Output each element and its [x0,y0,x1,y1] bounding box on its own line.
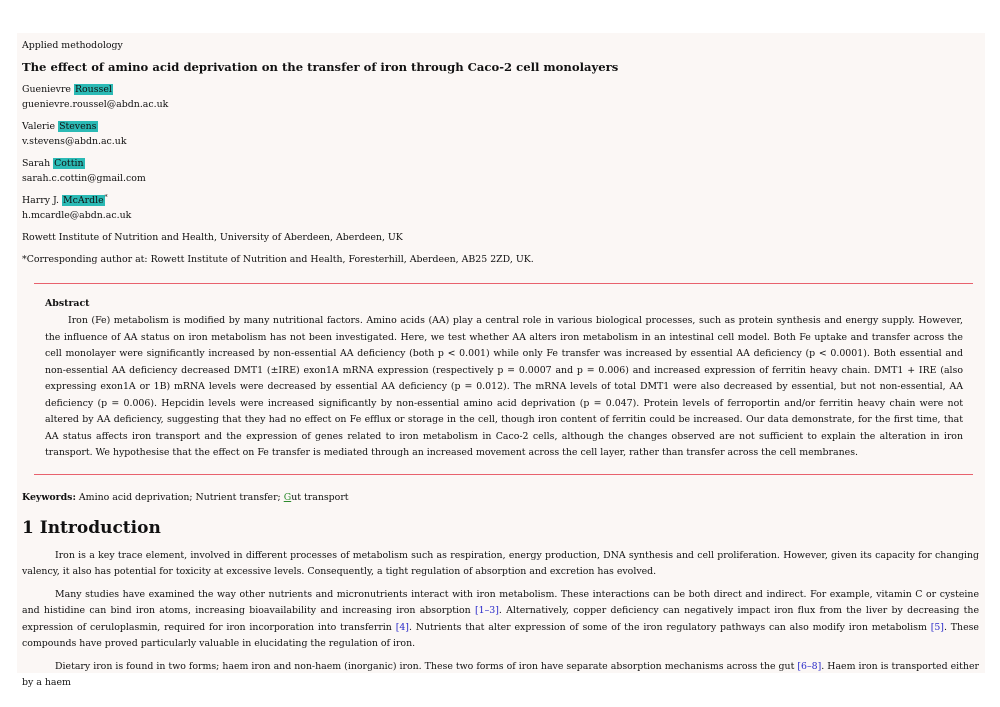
corresponding-note: *Corresponding author at: Rowett Institute of Nutrition and Health, Foresterhill, Aberdeen, AB25 2ZD, UK. [22,254,534,265]
abstract-section [34,283,973,475]
author-surname[interactable]: Cottin [54,158,84,169]
affiliation: Rowett Institute of Nutrition and Health, University of Aberdeen, Aberdeen, UK [22,232,403,243]
article-page [17,33,985,688]
citation-link[interactable]: [5] [930,621,944,633]
paragraph-text: . Nutrients that alter expression of some of the iron regulatory pathways can also modify iron metabolism [408,621,931,633]
author-name [22,195,979,207]
author-name [22,121,979,133]
paragraph-text: . Haem iron is transported either by a haem [22,660,979,688]
keywords-label: Keywords: [22,491,76,503]
author-email[interactable]: v.stevens@abdn.ac.uk [22,136,127,147]
author-given-name: Guenievre [22,84,71,95]
author-surname[interactable]: Roussel [74,84,112,95]
author-block [22,84,979,222]
corresponding-marker: * [104,193,108,201]
paragraph-text: . Alternatively, copper deficiency can negatively impact iron flux from the liver by decreasing the expression of ceruloplasmin, required for iron incorporation into transferrin [22,605,979,633]
author-name [22,84,979,96]
abstract-heading: Abstract [45,298,90,309]
article-category: Applied methodology [22,40,123,51]
article-title: The effect of amino acid deprivation on the transfer of iron through Caco-2 cell monolayers [22,60,619,74]
intro-paragraph-3 [22,659,979,692]
author-surname[interactable]: McArdle [63,195,104,206]
paragraph-text: . These compounds have proved particularly valuable in elucidating the regulation of iron. [22,621,979,649]
author-name [22,158,979,170]
keywords-text-start: Amino acid deprivation; Nutrient transfer; [78,491,284,503]
author-email[interactable]: sarah.c.cottin@gmail.com [22,173,146,184]
keyword-marked-letter[interactable]: G [283,491,292,503]
intro-paragraph-1: Iron is a key trace element, involved in different processes of metabolism such as respiration, energy production, DNA synthesis and cell proliferation. However, given its capacity for changing valency, it also has potential for toxicity at excessive levels. Consequently, a tight regulation of absorption and excretion has evolved. [22,549,979,577]
author-surname[interactable]: Stevens [59,121,97,132]
keywords-line [22,491,979,504]
author-given-name: Sarah [22,158,51,169]
author-given-name: Valerie [22,121,56,132]
intro-paragraph-2 [22,587,979,653]
paragraph-text: Many studies have examined the way other nutrients and micronutrients interact with iron metabolism. These interactions can be both direct and indirect. For example, vitamin C or cysteine and histidine can bind iron atoms, increasing bioavailability and increasing iron absorption [22,588,979,616]
citation-link[interactable]: [4] [395,621,409,633]
keywords-text-end: ut transport [291,491,349,503]
author-email[interactable]: h.mcardle@abdn.ac.uk [22,210,132,221]
abstract-text: Iron (Fe) metabolism is modified by many nutritional factors. Amino acids (AA) play a central role in various biological processes, such as protein synthesis and energy supply. However, the influence of AA status on iron metabolism has not been investigated. Here, we test whether AA alters iron metabolism in an intestinal cell model. Both Fe uptake and transfer across the cell monolayer were significantly increased by non-essential AA deficiency (both p < 0.001) while only Fe transfer was increased by essential AA deficiency (p < 0.0001). Both essential and non-essential AA deficiency decreased DMT1 (±IRE) exon1A mRNA expression (respectively p = 0.0007 and p = 0.006) and increased expression of ferritin heavy chain. DMT1 + IRE (also expressing exon1A or 1B) mRNA levels were decreased by essential AA deficiency (p = 0.012). The mRNA levels of total DMT1 were also decreased by essential, but not non-essential, AA deficiency (p = 0.006). Hepcidin levels were increased significantly by non-essential amino acid deprivation (p = 0.047). Protein levels of ferroportin and/or ferritin heavy chain were not altered by AA deficiency, suggesting that they had no effect on Fe efflux or storage in the cell, though iron content of ferritin could be increased. Our data demonstrate, for the first time, that AA status affects iron transport and the expression of genes related to iron metabolism in Caco-2 cells, although the changes observed are not sufficient to explain the alteration in iron transport. We hypothesise that the effect on Fe transfer is mediated through an increased movement across the cell layer, rather than transfer across the cell membranes. [45,315,963,458]
section-heading-introduction: 1 Introduction [22,517,161,538]
author-given-name: Harry J. [22,195,60,206]
citation-link[interactable]: [6–8] [797,660,822,672]
citation-link[interactable]: [1–3] [474,605,499,616]
author-email[interactable]: guenievre.roussel@abdn.ac.uk [22,99,169,110]
paragraph-text: Dietary iron is found in two forms; haem iron and non-haem (inorganic) iron. These two forms of iron have separate absorption mechanisms across the gut [55,660,798,672]
